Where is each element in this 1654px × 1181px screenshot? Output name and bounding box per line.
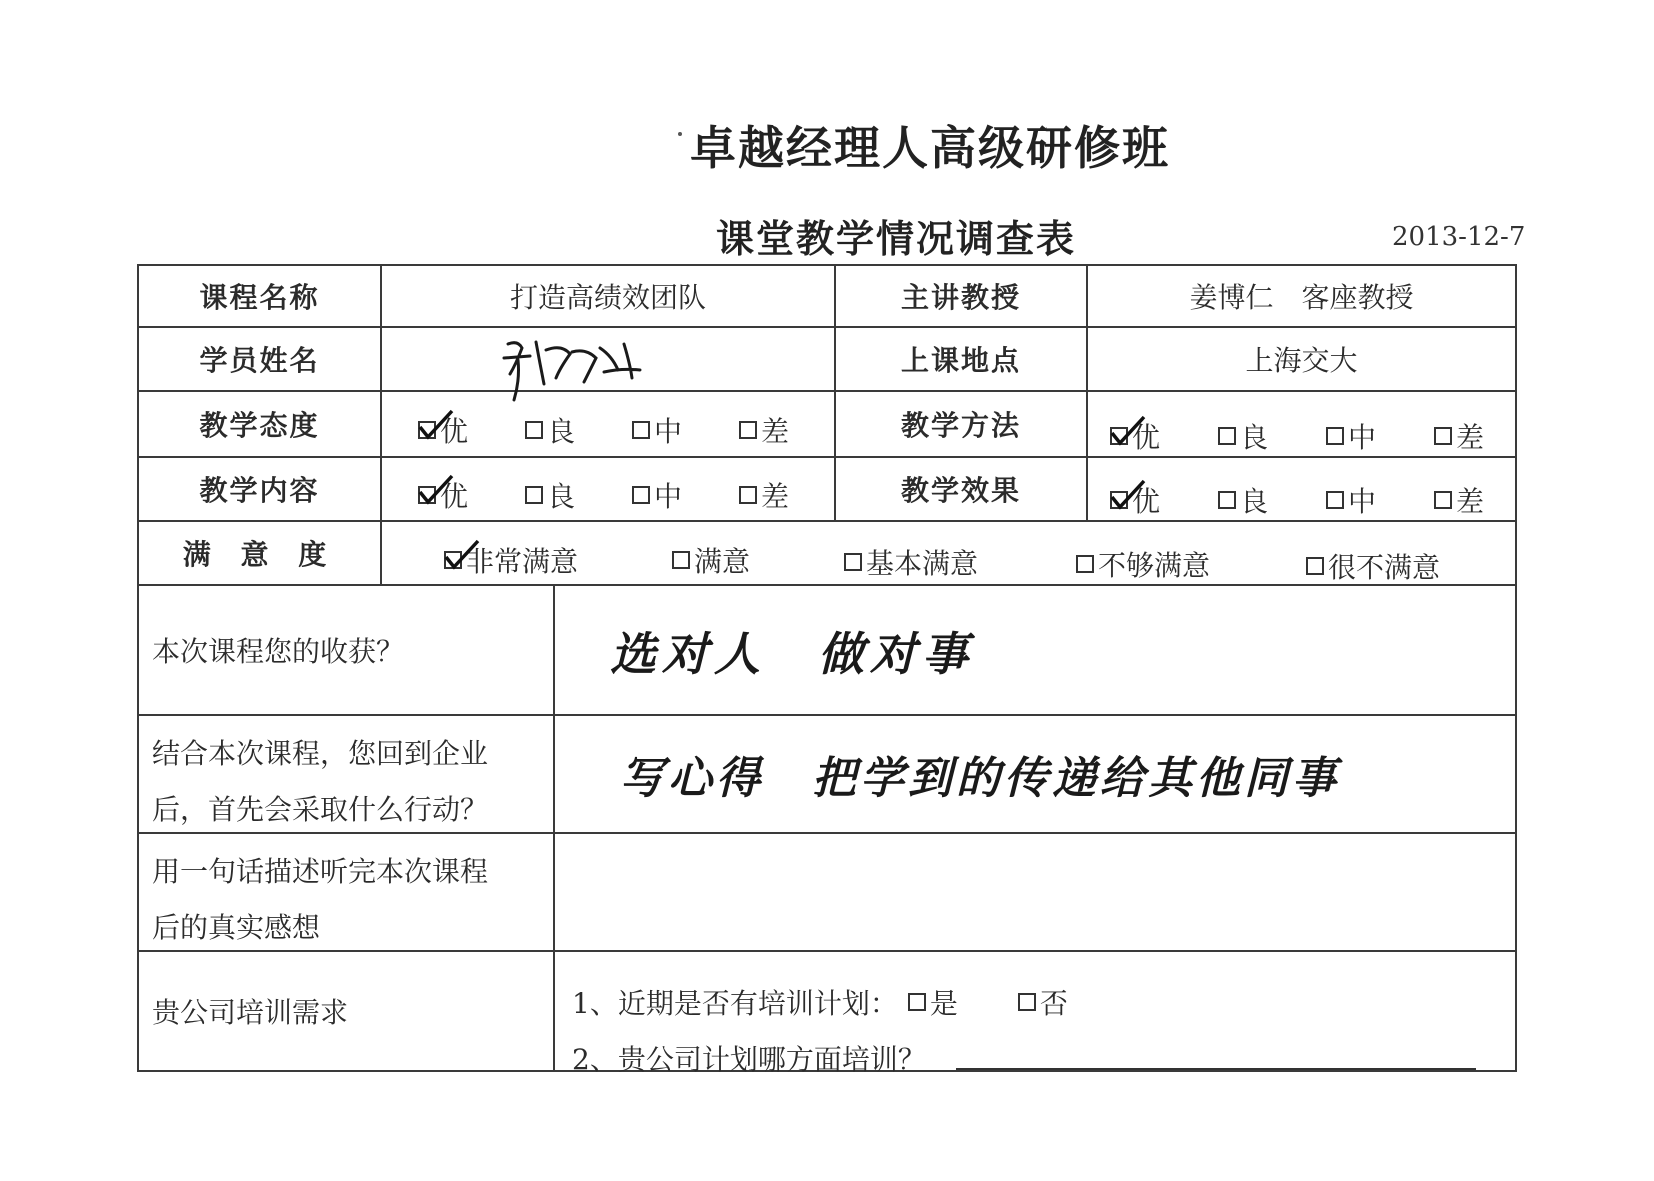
satisfaction-label: 满 意 度 (182, 538, 337, 571)
checkmark-icon (1110, 415, 1146, 449)
option-label: 良 (1240, 485, 1269, 518)
checkbox[interactable] (632, 486, 650, 504)
option-label: 不够满意 (1098, 549, 1211, 582)
checkbox-no[interactable] (1018, 993, 1036, 1011)
checkmark-icon (444, 539, 480, 573)
checkbox[interactable] (1326, 427, 1344, 445)
option-label: 优 (440, 415, 469, 448)
option-label: 基本满意 (866, 547, 979, 580)
option-label: 差 (1456, 421, 1485, 454)
q4-label: 贵公司培训需求 (152, 996, 349, 1029)
effect-option-fair[interactable] (1326, 480, 1376, 520)
checkbox[interactable] (1434, 427, 1452, 445)
q2-label-line1: 结合本次课程，您回到企业 (152, 737, 489, 770)
teaching-attitude-label: 教学态度 (199, 409, 320, 442)
checkbox[interactable] (1110, 491, 1128, 509)
attitude-option-good[interactable] (525, 410, 575, 450)
effect-option-poor[interactable] (1434, 480, 1484, 520)
checkbox[interactable] (525, 421, 543, 439)
q2-answer: 写心得 把学到的传递给其他同事 (620, 753, 1340, 804)
checkmark-icon (418, 474, 454, 508)
checkbox[interactable] (418, 421, 436, 439)
satisfaction-option-very[interactable] (444, 540, 578, 580)
class-location-label: 上课地点 (900, 344, 1021, 377)
option-label: 差 (1456, 485, 1485, 518)
form-subtitle: 课堂教学情况调查表 (716, 217, 1077, 261)
option-label: 非常满意 (466, 545, 579, 578)
satisfaction-option-basic[interactable] (844, 542, 978, 582)
checkbox[interactable] (1110, 427, 1128, 445)
option-label: 差 (761, 415, 790, 448)
method-option-fair[interactable] (1326, 416, 1376, 456)
checkbox[interactable] (632, 421, 650, 439)
method-option-poor[interactable] (1434, 416, 1484, 456)
checkbox[interactable] (1218, 427, 1236, 445)
method-option-excellent[interactable] (1110, 416, 1160, 456)
attitude-option-excellent[interactable] (418, 410, 468, 450)
q3-label-line1: 用一句话描述听完本次课程 (152, 855, 489, 888)
option-label: 优 (1132, 421, 1161, 454)
checkbox[interactable] (739, 486, 757, 504)
table-divider (137, 714, 1517, 716)
table-border-right (1515, 264, 1517, 1072)
option-label: 优 (440, 480, 469, 513)
class-location-value: 上海交大 (1245, 344, 1358, 377)
content-option-poor[interactable] (739, 475, 789, 515)
q4-item2-text: 2、贵公司计划哪方面培训？ (572, 1043, 926, 1076)
q4-yes-label: 是 (929, 987, 958, 1020)
checkbox[interactable] (739, 421, 757, 439)
lecturer-value: 姜博仁 客座教授 (1189, 281, 1414, 314)
student-name-label: 学员姓名 (199, 344, 320, 377)
student-signature (500, 334, 650, 406)
q3-label (152, 844, 488, 956)
checkbox[interactable] (418, 486, 436, 504)
checkmark-icon (418, 409, 454, 443)
course-name-label: 课程名称 (199, 281, 320, 314)
content-option-excellent[interactable] (418, 475, 468, 515)
form-date: 2013-12-7 (1392, 222, 1526, 252)
option-label: 良 (547, 415, 576, 448)
q2-label (152, 726, 488, 838)
form-title: 卓越经理人高级研修班 (690, 121, 1170, 175)
attitude-option-fair[interactable] (632, 410, 682, 450)
option-label: 很不满意 (1328, 551, 1441, 584)
checkbox[interactable] (1326, 491, 1344, 509)
option-label: 良 (1240, 421, 1269, 454)
q4-item1-text: 1、近期是否有培训计划： (572, 987, 898, 1020)
checkbox-yes[interactable] (908, 993, 926, 1011)
checkbox[interactable] (844, 553, 862, 571)
effect-option-good[interactable] (1218, 480, 1268, 520)
option-label: 优 (1132, 485, 1161, 518)
satisfaction-option-insufficient[interactable] (1076, 544, 1210, 584)
checkbox[interactable] (444, 551, 462, 569)
content-option-good[interactable] (525, 475, 575, 515)
q4-no-label: 否 (1039, 987, 1068, 1020)
checkbox[interactable] (672, 551, 690, 569)
checkbox[interactable] (1306, 557, 1324, 575)
checkmark-icon (1110, 479, 1146, 513)
satisfaction-option-satisfied[interactable] (672, 540, 750, 580)
q4-answer-blank[interactable] (956, 1068, 1476, 1070)
q2-label-line2: 后，首先会采取什么行动？ (152, 793, 489, 826)
teaching-effect-label: 教学效果 (900, 474, 1021, 507)
lecturer-label: 主讲教授 (900, 281, 1021, 314)
content-option-fair[interactable] (632, 475, 682, 515)
q3-label-line2: 后的真实感想 (152, 911, 321, 944)
effect-option-excellent[interactable] (1110, 480, 1160, 520)
option-label: 中 (654, 415, 683, 448)
q1-answer: 选对人 做对事 (610, 627, 974, 681)
checkbox[interactable] (1076, 555, 1094, 573)
q1-label: 本次课程您的收获？ (152, 635, 405, 668)
q4-item2 (572, 1038, 926, 1078)
attitude-option-poor[interactable] (739, 410, 789, 450)
checkbox[interactable] (525, 486, 543, 504)
checkbox[interactable] (1218, 491, 1236, 509)
option-label: 差 (761, 480, 790, 513)
option-label: 中 (1348, 421, 1377, 454)
option-label: 良 (547, 480, 576, 513)
teaching-content-label: 教学内容 (199, 474, 320, 507)
checkbox[interactable] (1434, 491, 1452, 509)
table-divider (553, 584, 555, 1072)
option-label: 中 (654, 480, 683, 513)
q4-item1 (572, 982, 1068, 1022)
course-name-value: 打造高绩效团队 (509, 281, 706, 314)
option-label: 满意 (694, 545, 751, 578)
teaching-method-label: 教学方法 (900, 409, 1021, 442)
method-option-good[interactable] (1218, 416, 1268, 456)
option-label: 中 (1348, 485, 1377, 518)
satisfaction-option-very-dissatisfied[interactable] (1306, 546, 1440, 586)
